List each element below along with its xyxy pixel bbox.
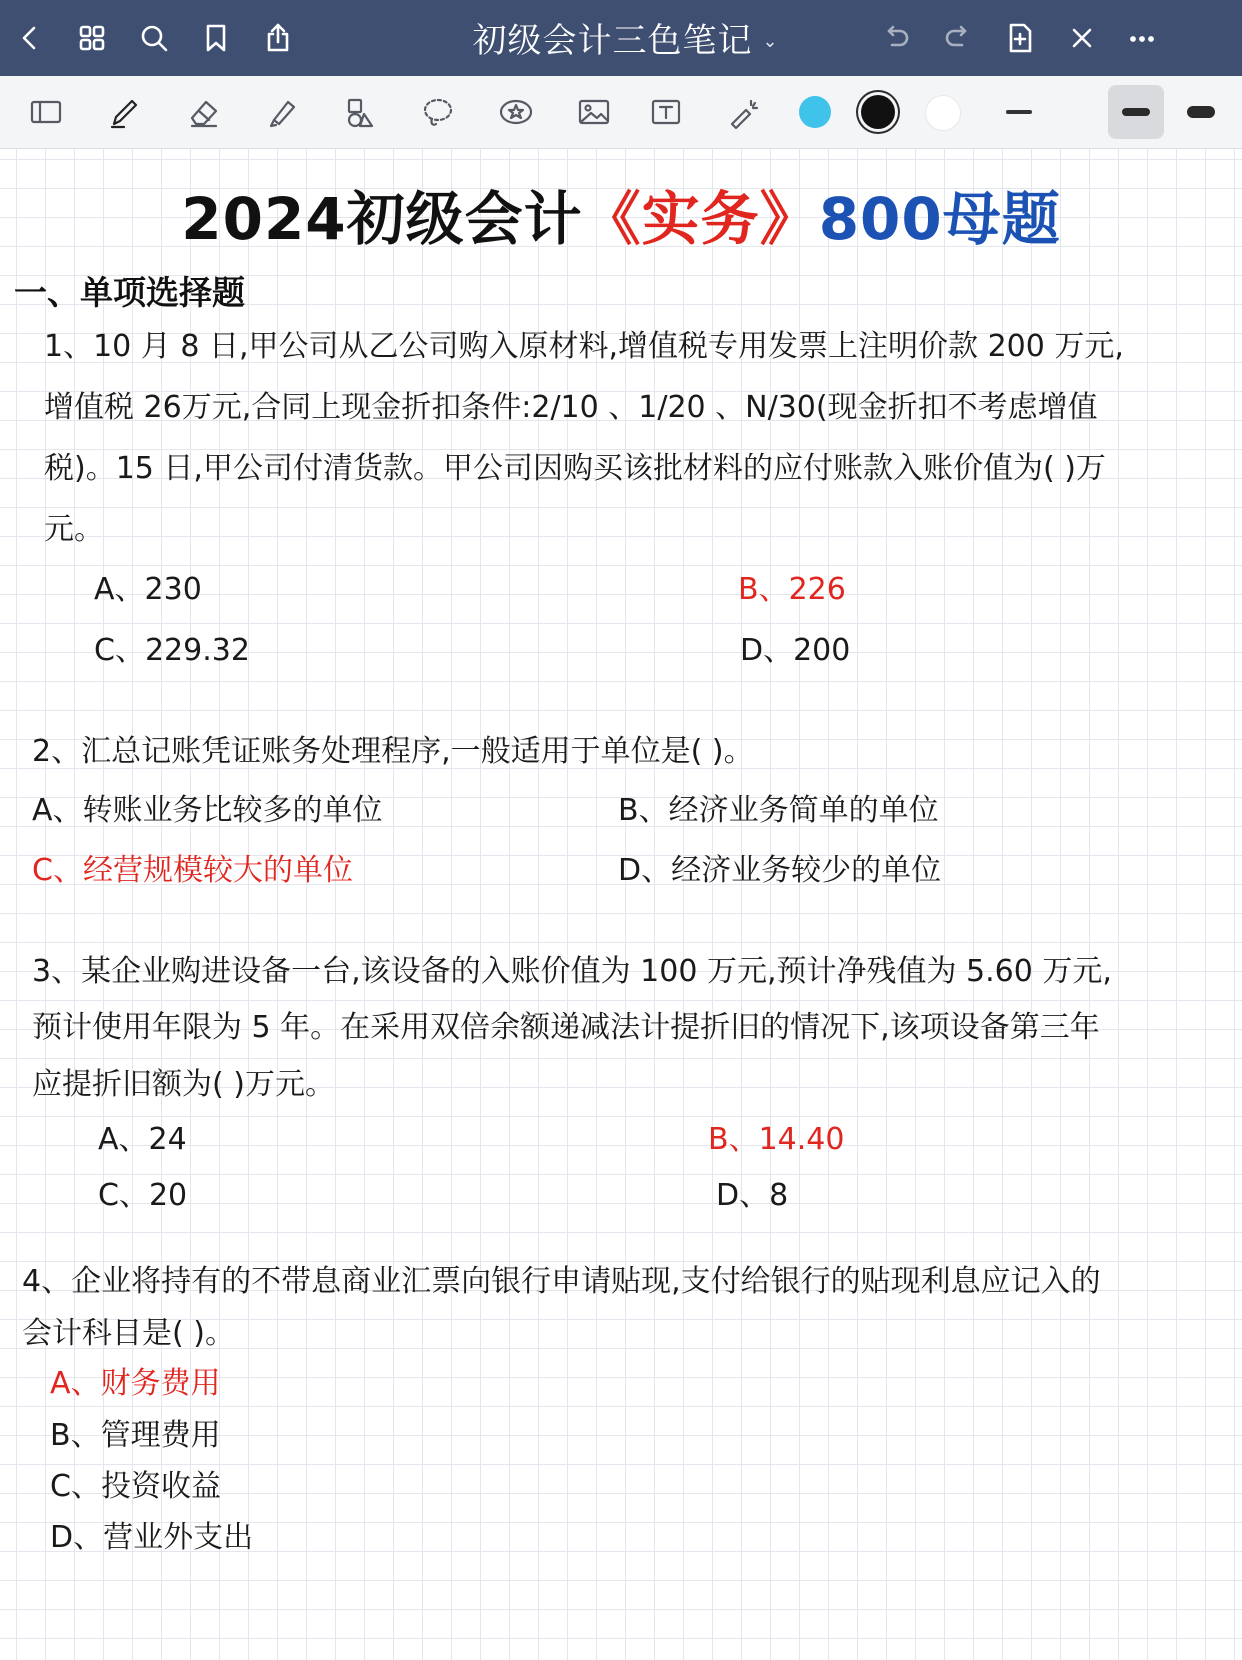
- grid-view-icon[interactable]: [72, 18, 112, 58]
- drawing-toolbar: [0, 76, 1242, 149]
- search-icon[interactable]: [134, 18, 174, 58]
- question-4-line-1: 4、企业将持有的不带息商业汇票向银行申请贴现,支付给银行的贴现利息应记入的: [22, 1264, 1101, 1299]
- question-2-line-1: 2、汇总记账凭证账务处理程序,一般适用于单位是( )。: [32, 734, 754, 769]
- title-part-black: 2024初级会计: [181, 185, 583, 253]
- image-icon[interactable]: [568, 86, 620, 138]
- question-1-option-c: C、229.32: [94, 633, 250, 668]
- question-1-option-a: A、230: [94, 572, 202, 607]
- color-swatch-black[interactable]: [861, 95, 895, 129]
- question-1-line-4: 元。: [44, 512, 104, 547]
- stroke-thin-option[interactable]: [1006, 110, 1032, 114]
- chevron-down-icon: ⌄: [762, 30, 778, 52]
- color-swatch-white[interactable]: [925, 95, 961, 131]
- question-4-option-c: C、投资收益: [50, 1469, 221, 1504]
- section-heading: 一、单项选择题: [14, 273, 245, 312]
- eraser-icon[interactable]: [178, 86, 230, 138]
- top-nav-bar: [0, 0, 1242, 76]
- question-4-option-a-answer: A、财务费用: [50, 1366, 221, 1401]
- highlighter-icon[interactable]: [256, 86, 308, 138]
- question-1-option-d: D、200: [740, 633, 851, 668]
- question-2-option-c-answer: C、经营规模较大的单位: [32, 853, 353, 888]
- question-2-option-d: D、经济业务较少的单位: [618, 853, 942, 888]
- document-title: [0, 172, 1242, 256]
- question-3-line-2: 预计使用年限为 5 年。在采用双倍余额递减法计提折旧的情况下,该项设备第三年: [32, 1010, 1100, 1045]
- share-icon[interactable]: [258, 18, 298, 58]
- sidebar-toggle-icon[interactable]: [20, 86, 72, 138]
- note-page[interactable]: [0, 149, 1242, 1660]
- bookmark-icon[interactable]: [196, 18, 236, 58]
- sticker-icon[interactable]: [490, 86, 542, 138]
- question-4-option-b: B、管理费用: [50, 1418, 221, 1453]
- question-1-line-2: 增值税 26万元,合同上现金折扣条件:2/10 、1/20 、N/30(现金折扣不考虑增值: [44, 390, 1098, 425]
- close-icon[interactable]: [1062, 18, 1102, 58]
- notebook-title-text: 初级会计三色笔记: [472, 20, 753, 61]
- question-1-option-b-answer: B、226: [738, 572, 846, 607]
- pen-tool-icon[interactable]: [98, 86, 150, 138]
- question-2-option-b: B、经济业务简单的单位: [618, 793, 939, 828]
- question-3-line-3: 应提折旧额为( )万元。: [32, 1067, 335, 1102]
- title-part-red: 《实务》: [582, 185, 819, 253]
- question-4-line-2: 会计科目是( )。: [22, 1316, 235, 1351]
- shapes-icon[interactable]: [334, 86, 386, 138]
- stroke-thick-option[interactable]: [1187, 106, 1215, 118]
- question-2-option-a: A、转账业务比较多的单位: [32, 793, 383, 828]
- text-box-icon[interactable]: [640, 86, 692, 138]
- question-1-line-3: 税)。15 日,甲公司付清货款。甲公司因购买该批材料的应付账款入账价值为( )万: [44, 451, 1106, 486]
- undo-icon[interactable]: [876, 18, 916, 58]
- question-3-option-d: D、8: [716, 1178, 789, 1213]
- color-swatch-cyan[interactable]: [799, 96, 831, 128]
- question-4-option-d: D、营业外支出: [50, 1520, 254, 1555]
- more-icon[interactable]: [1122, 18, 1162, 58]
- stroke-medium-option[interactable]: [1122, 108, 1150, 116]
- question-3-option-c: C、20: [98, 1178, 188, 1213]
- question-3-line-1: 3、某企业购进设备一台,该设备的入账价值为 100 万元,预计净残值为 5.60 万元,: [32, 954, 1112, 989]
- title-part-blue: 800母题: [818, 185, 1061, 253]
- laser-pointer-icon[interactable]: [718, 86, 770, 138]
- back-icon[interactable]: [10, 18, 50, 58]
- question-3-option-a: A、24: [98, 1122, 187, 1157]
- add-page-icon[interactable]: [1000, 18, 1040, 58]
- redo-icon[interactable]: [938, 18, 978, 58]
- lasso-icon[interactable]: [412, 86, 464, 138]
- question-3-option-b-answer: B、14.40: [708, 1122, 845, 1157]
- notebook-title[interactable]: [440, 14, 810, 60]
- question-1-line-1: 1、10 月 8 日,甲公司从乙公司购入原材料,增值税专用发票上注明价款 200 万元,: [44, 329, 1124, 364]
